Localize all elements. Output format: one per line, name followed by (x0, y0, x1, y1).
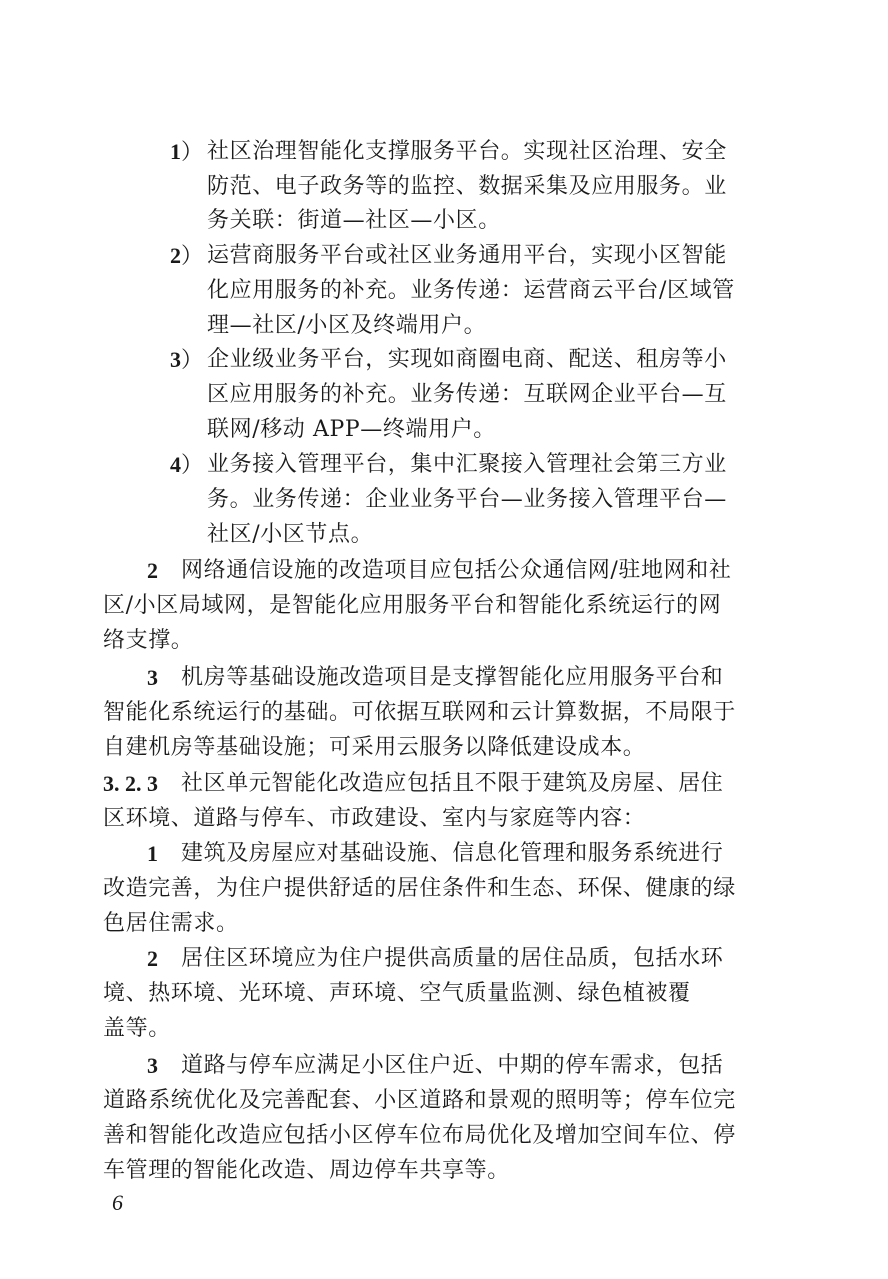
paragraph-line: 区/小区局域网，是智能化应用服务平台和智能化系统运行的网 (103, 593, 722, 618)
list-item-text: 社区/小区节点。 (207, 522, 374, 547)
list-item-text: 化应用服务的补充。业务传递：运营商云平台/区域管 (207, 278, 735, 303)
list-item-number: 4） (170, 452, 204, 478)
clause-line: 居住区环境应为住户提供高质量的居住品质，包括水环 (181, 946, 724, 971)
list-item-text: 务关联：街道—社区—小区。 (207, 208, 501, 233)
paragraph-line: 自建机房等基础设施；可采用云服务以降低建设成本。 (103, 735, 646, 760)
section-line: 区环境、道路与停车、市政建设、室内与家庭等内容： (103, 806, 646, 831)
paragraph-line: 络支撑。 (103, 628, 194, 653)
list-item-text: 社区治理智能化支撑服务平台。实现社区治理、安全 (207, 139, 727, 164)
clause-number: 3 (147, 1053, 158, 1078)
list-item-text: 务。业务传递：企业业务平台—业务接入管理平台— (207, 487, 727, 512)
paragraph-line: 网络通信设施的改造项目应包括公众通信网/驻地网和社 (181, 558, 732, 583)
list-item-text: 区应用服务的补充。业务传递：互联网企业平台—互 (207, 382, 727, 407)
clause-line: 道路系统优化及完善配套、小区道路和景观的照明等；停车位完 (103, 1088, 736, 1113)
paragraph-line: 智能化系统运行的基础。可依据互联网和云计算数据，不局限于 (103, 700, 736, 725)
clause-line: 道路与停车应满足小区住户近、中期的停车需求，包括 (181, 1053, 724, 1078)
section-number: 3. 2. 3 (103, 771, 158, 796)
paragraph-number: 2 (147, 558, 158, 583)
list-item-text: 防范、电子政务等的监控、数据采集及应用服务。业 (207, 174, 727, 199)
list-item-text: 运营商服务平台或社区业务通用平台，实现小区智能 (207, 243, 727, 268)
clause-line: 善和智能化改造应包括小区停车位布局优化及增加空间车位、停 (103, 1123, 736, 1148)
paragraph-line: 机房等基础设施改造项目是支撑智能化应用服务平台和 (181, 665, 724, 690)
clause-number: 2 (147, 946, 158, 971)
list-item-number: 2） (170, 243, 204, 269)
clause-line: 改造完善，为住户提供舒适的居住条件和生态、环保、健康的绿 (103, 876, 736, 901)
clause-line: 色居住需求。 (103, 911, 239, 936)
paragraph-number: 3 (147, 665, 158, 690)
clause-line: 境、热环境、光环境、声环境、空气质量监测、绿色植被覆 (103, 981, 691, 1006)
page-number: 6 (112, 1190, 123, 1215)
clause-line: 建筑及房屋应对基础设施、信息化管理和服务系统进行 (181, 841, 724, 866)
list-item-number: 3） (170, 347, 204, 373)
clause-line: 盖等。 (103, 1016, 171, 1041)
list-item-text: 业务接入管理平台，集中汇聚接入管理社会第三方业 (207, 452, 727, 477)
list-item-text: 企业级业务平台，实现如商圈电商、配送、租房等小 (207, 347, 727, 372)
list-item-text: 联网/移动 APP—终端用户。 (207, 417, 496, 442)
clause-line: 车管理的智能化改造、周边停车共享等。 (103, 1158, 510, 1183)
list-item-text: 理—社区/小区及终端用户。 (207, 313, 487, 338)
section-line: 社区单元智能化改造应包括且不限于建筑及房屋、居住 (181, 771, 724, 796)
clause-number: 1 (147, 841, 158, 866)
list-item-number: 1） (170, 139, 204, 165)
